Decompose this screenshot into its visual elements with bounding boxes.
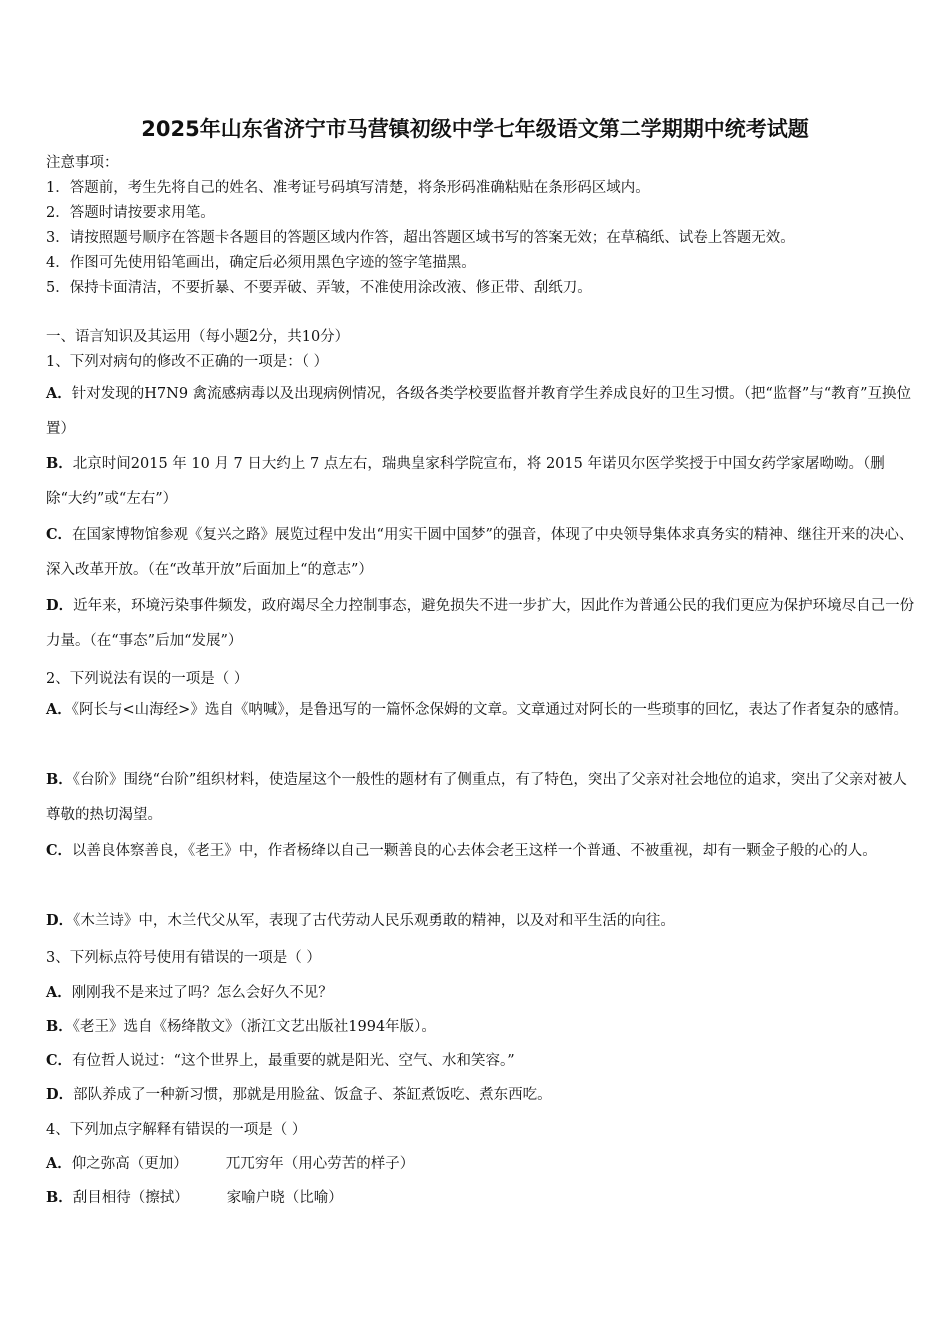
option-text-second: 兀兀穷年（用心劳苦的样子）: [225, 1156, 415, 1172]
option-label: B．: [46, 455, 73, 472]
option-text: 以善良体察善良，《老王》中，作者杨绛以自己一颗善良的心去体会老王这样一个普通、不被重视，却有一颗金子般的心的人。: [72, 843, 877, 859]
option-text: 仰之弥高（更加）: [71, 1156, 188, 1172]
notice-item: 1．答题前，考生先将自己的姓名、准考证号码填写清楚，将条形码准确粘贴在条形码区域内。: [46, 180, 650, 196]
option-label: C．: [46, 526, 73, 543]
option-2d: [46, 903, 916, 939]
option-label: D．: [46, 597, 74, 614]
option-4b: [46, 1186, 343, 1207]
option-2c: [46, 833, 916, 869]
notice-item: 3．请按照题号顺序在答题卡各题目的答题区域内作答，超出答题区域书写的答案无效；在草稿纸、试卷上答题无效。: [46, 230, 795, 246]
option-3d: [46, 1083, 552, 1104]
option-text: 针对发现的H7N9 禽流感病毒以及出现病例情况，各级各类学校要监督并教育学生养成良好的卫生习惯。（把“监督”与“教育”互换位置）: [46, 386, 912, 437]
option-2a: [46, 692, 916, 728]
option-label: C．: [46, 1052, 73, 1069]
option-1c: [46, 517, 916, 588]
option-label: D．: [46, 912, 74, 929]
option-text: 《木兰诗》中，木兰代父从军，表现了古代劳动人民乐观勇敢的精神，以及对和平生活的向往。: [73, 913, 675, 929]
notice-item: 4．作图可先使用铅笔画出，确定后必须用黑色字迹的签字笔描黑。: [46, 255, 476, 271]
option-label: B．: [46, 1189, 73, 1206]
option-1b: [46, 446, 916, 517]
option-text: 部队养成了一种新习惯，那就是用脸盆、饭盒子、茶缸煮饭吃、煮东西吃。: [73, 1087, 552, 1103]
question-stem: 2、下列说法有误的一项是（ ）: [46, 671, 249, 687]
option-text: 《台阶》围绕“台阶”组织材料，使造屋这个一般性的题材有了侧重点，有了特色，突出了父亲对社会地位的追求，突出了父亲对被人尊敬的热切渴望。: [46, 772, 907, 823]
option-label: D．: [46, 1086, 74, 1103]
option-3c: [46, 1049, 515, 1070]
option-3a: [46, 981, 333, 1002]
option-text: 北京时间2015 年 10 月 7 日大约上 7 点左右，瑞典皇家科学院宣布，将 2015 年诺贝尔医学奖授于中国女药学家屠呦呦。（删除“大约”或“左右”）: [46, 456, 885, 507]
option-text: 《老王》选自《杨绛散文》（浙江文艺出版社1994年版）。: [72, 1019, 436, 1035]
question-stem: 3、下列标点符号使用有错误的一项是（ ）: [46, 950, 321, 966]
section-heading: 一、语言知识及其运用（每小题2分，共10分）: [46, 329, 350, 345]
notice-item: 2．答题时请按要求用笔。: [46, 205, 215, 221]
option-text-second: 家喻户晓（比喻）: [226, 1190, 343, 1206]
option-text: 近年来，环境污染事件频发，政府竭尽全力控制事态，避免损失不进一步扩大，因此作为普通公民的我们更应为保护环境尽自己一份力量。（在“事态”后加“发展”）: [46, 598, 915, 649]
option-3b: [46, 1015, 436, 1036]
option-label: A．: [46, 984, 72, 1001]
option-label: A．: [46, 1155, 72, 1172]
option-label: C．: [46, 842, 73, 859]
option-label: A．: [46, 385, 72, 402]
option-text: 在国家博物馆参观《复兴之路》展览过程中发出“用实干圆中国梦”的强音，体现了中央领导集体求真务实的精神、继往开来的决心、深入改革开放。（在“改革开放”后面加上“的意志”）: [46, 527, 914, 578]
question-stem: 1、下列对病句的修改不正确的一项是：（ ）: [46, 354, 329, 370]
option-4a: [46, 1152, 414, 1173]
question-stem: 4、下列加点字解释有错误的一项是（ ）: [46, 1122, 307, 1138]
option-1d: [46, 588, 916, 659]
option-text: 《阿长与<山海经>》选自《呐喊》，是鲁迅写的一篇怀念保姆的文章。文章通过对阿长的一些琐事的回忆，表达了作者复杂的感情。: [71, 702, 909, 718]
notice-heading: 注意事项：: [46, 155, 119, 171]
option-label: A．: [46, 701, 72, 718]
option-2b: [46, 762, 916, 833]
notice-item: 5．保持卡面清洁，不要折暴、不要弄破、弄皱，不准使用涂改液、修正带、刮纸刀。: [46, 280, 592, 296]
option-label: B．: [46, 1018, 73, 1035]
page-title: 2025年山东省济宁市马营镇初级中学七年级语文第二学期期中统考试题: [141, 117, 809, 141]
option-text: 刮目相待（擦拭）: [72, 1190, 189, 1206]
option-text: 刚刚我不是来过了吗？怎么会好久不见？: [71, 985, 333, 1001]
option-text: 有位哲人说过：“这个世界上，最重要的就是阳光、空气、水和笑容。”: [72, 1053, 515, 1069]
option-label: B．: [46, 771, 73, 788]
option-1a: [46, 376, 916, 447]
